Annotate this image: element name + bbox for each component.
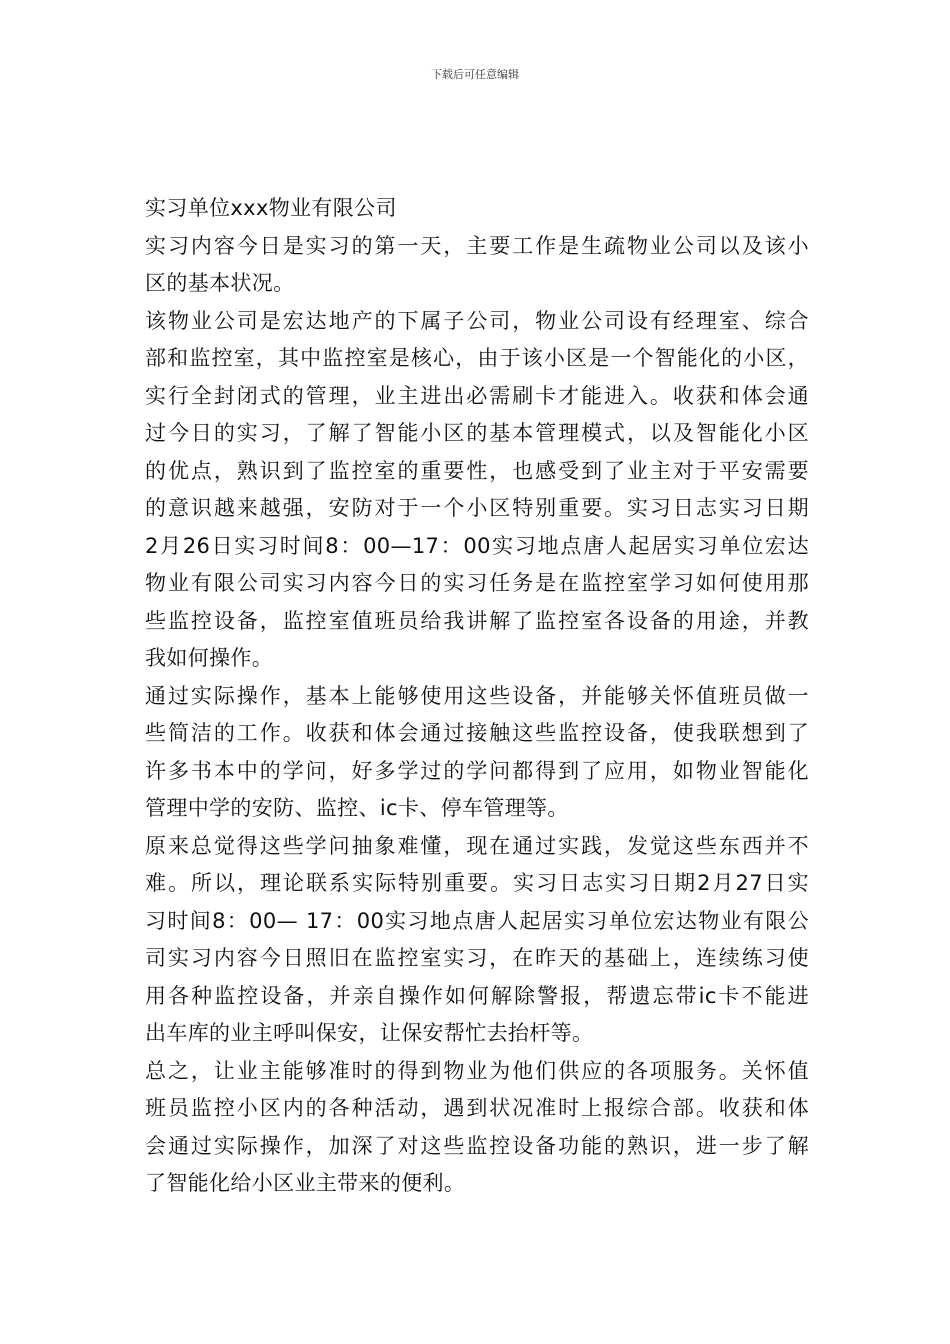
text-line: 部和监控室，其中监控室是核心，由于该小区是一个智能化的小区， bbox=[145, 346, 809, 370]
text-line: 实行全封闭式的管理，业主进出必需刷卡才能进入。收获和体会通 bbox=[145, 383, 809, 408]
text-line: 我如何操作。 bbox=[145, 646, 274, 670]
text-line: 的意识越来越强，安防对于一个小区特别重要。实习日志实习日期 bbox=[145, 496, 809, 520]
text-line: 实习单位xxx物业有限公司 bbox=[145, 196, 397, 220]
text-line: 通过实际操作，基本上能够使用这些设备，并能够关怀值班员做一 bbox=[145, 683, 809, 708]
text-line: 原来总觉得这些学问抽象难懂，现在通过实践，发觉这些东西并不 bbox=[145, 833, 809, 858]
text-line: 难。所以，理论联系实际特别重要。实习日志实习日期2月27日实 bbox=[145, 871, 809, 895]
text-line: 区的基本状况。 bbox=[145, 271, 295, 295]
text-line: 用各种监控设备，并亲自操作如何解除警报，帮遗忘带ic卡不能进 bbox=[145, 983, 809, 1008]
text-line: 该物业公司是宏达地产的下属子公司，物业公司设有经理室、综合 bbox=[145, 308, 809, 333]
text-line: 物业有限公司实习内容今日的实习任务是在监控室学习如何使用那 bbox=[145, 571, 809, 595]
text-line: 总之，让业主能够准时的得到物业为他们供应的各项服务。关怀值 bbox=[145, 1058, 809, 1083]
text-line: 会通过实际操作，加深了对这些监控设备功能的熟识，进一步了解 bbox=[145, 1133, 809, 1158]
text-line: 的优点，熟识到了监控室的重要性，也感受到了业主对于平安需要 bbox=[145, 458, 809, 483]
text-line: 些监控设备，监控室值班员给我讲解了监控室各设备的用途，并教 bbox=[145, 608, 809, 633]
text-line: 过今日的实习，了解了智能小区的基本管理模式，以及智能化小区 bbox=[145, 421, 809, 445]
text-line: 司实习内容今日照旧在监控室实习，在昨天的基础上，连续练习使 bbox=[145, 946, 809, 970]
text-line: 了智能化给小区业主带来的便利。 bbox=[145, 1171, 466, 1195]
document-body bbox=[145, 190, 809, 1203]
text-line: 班员监控小区内的各种活动，遇到状况准时上报综合部。收获和体 bbox=[145, 1096, 809, 1120]
text-line: 出车库的业主呼叫保安，让保安帮忙去抬杆等。 bbox=[145, 1021, 594, 1045]
text-line: 些简洁的工作。收获和体会通过接触这些监控设备，使我联想到了 bbox=[145, 721, 809, 745]
text-line: 许多书本中的学问，好多学过的学问都得到了应用，如物业智能化 bbox=[145, 758, 809, 783]
text-line: 2月26日实习时间8：00—17：00实习地点唐人起居实习单位宏达 bbox=[145, 533, 809, 558]
page-header-note: 下载后可任意编辑 bbox=[431, 68, 519, 81]
text-line: 管理中学的安防、监控、ic卡、停车管理等。 bbox=[145, 796, 569, 820]
text-line: 习时间8：00— 17：00实习地点唐人起居实习单位宏达物业有限公 bbox=[145, 908, 809, 933]
text-line: 实习内容今日是实习的第一天，主要工作是生疏物业公司以及该小 bbox=[145, 233, 809, 258]
